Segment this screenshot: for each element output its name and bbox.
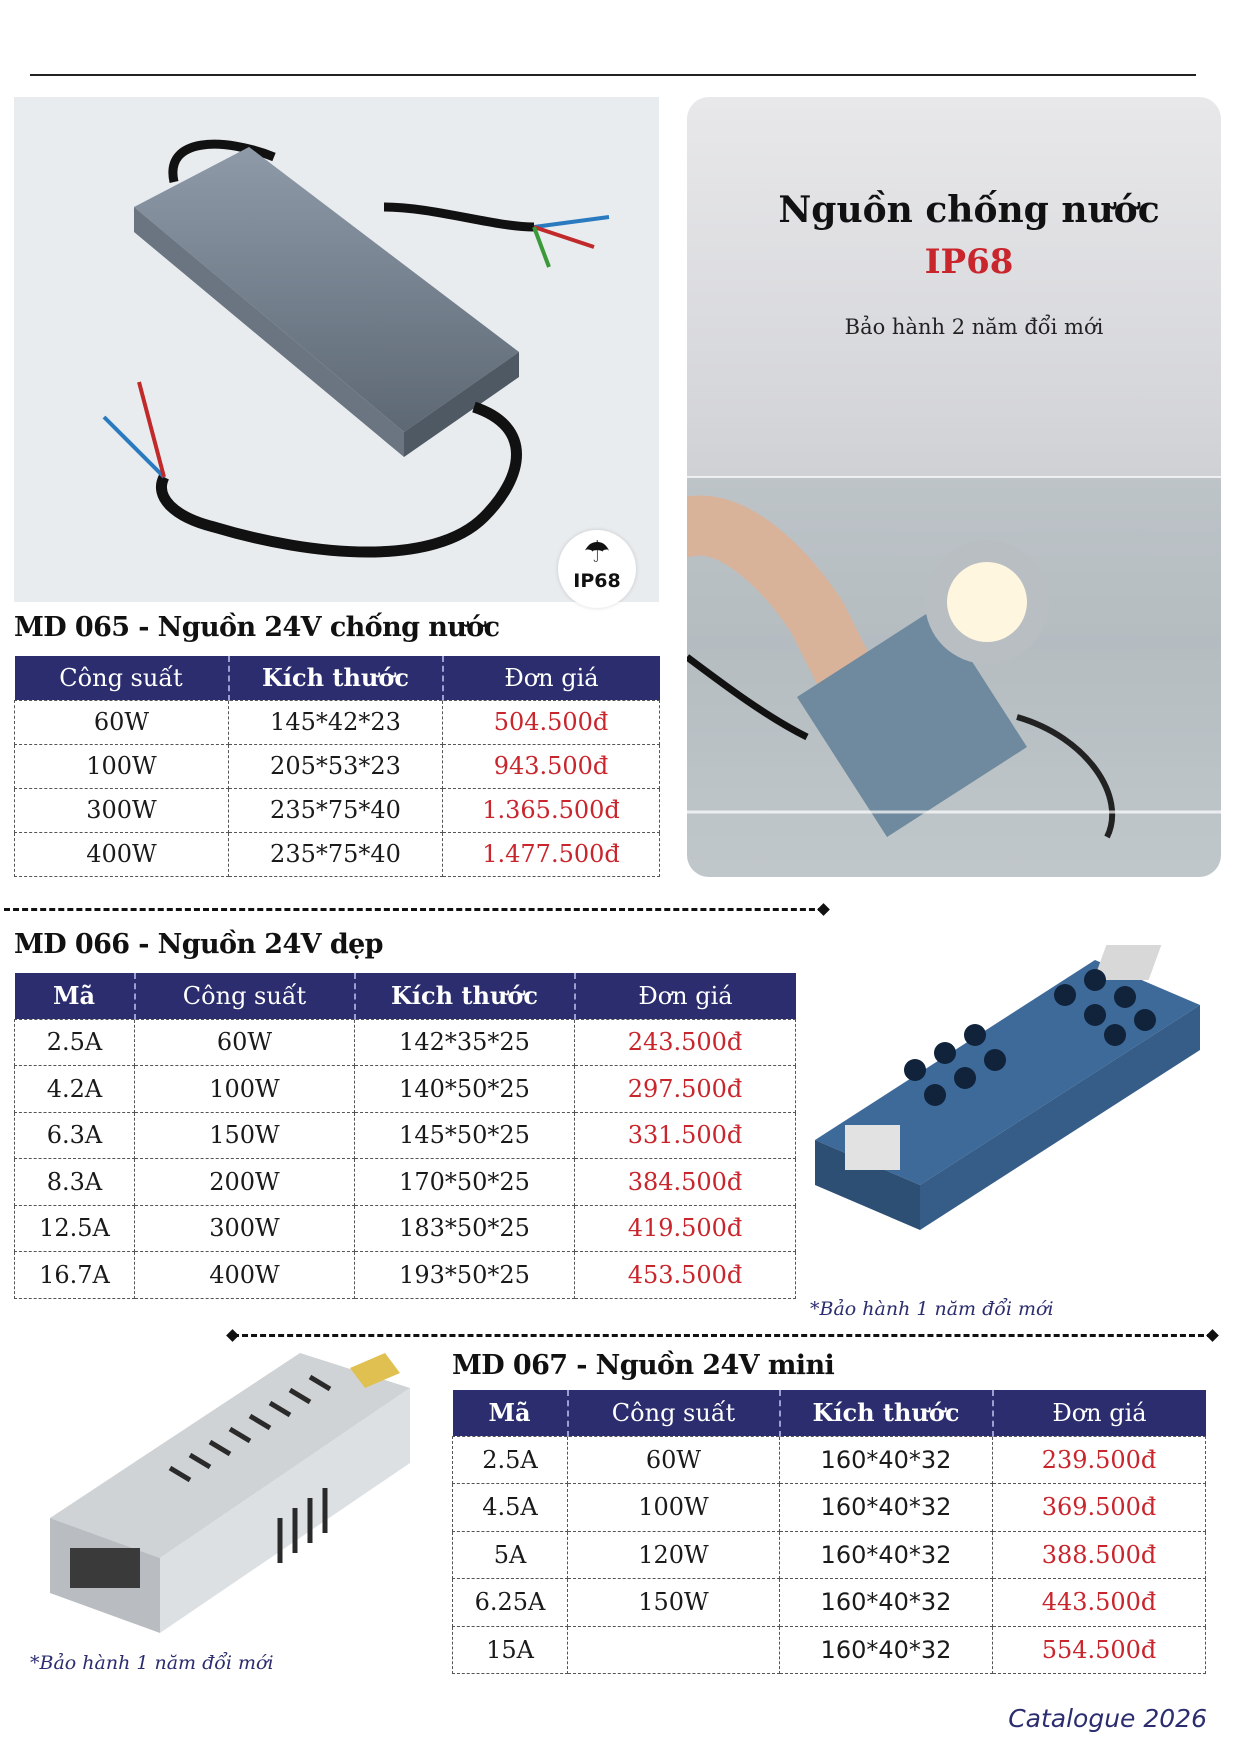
md065-price: 943.500đ (443, 744, 660, 788)
table-row (15, 1112, 796, 1159)
md067-cell: 5A (453, 1531, 568, 1579)
md065-cell: 235*75*40 (229, 788, 443, 832)
table-row (15, 1252, 796, 1299)
md066-header-price: Đơn giá (575, 973, 796, 1019)
md065-product-photo (14, 97, 659, 602)
md067-header-price: Đơn giá (993, 1390, 1206, 1436)
md066-cell: 300W (135, 1205, 355, 1252)
md066-header-power: Công suất (135, 973, 355, 1019)
table-row (453, 1436, 1206, 1484)
md067-cell: 160*40*32 (780, 1531, 993, 1579)
md067-product-photo (40, 1348, 420, 1638)
md066-header-code: Mã (15, 973, 135, 1019)
md067-price: 443.500đ (993, 1579, 1206, 1627)
md067-price: 554.500đ (993, 1626, 1206, 1674)
md067-header-power: Công suất (568, 1390, 780, 1436)
md066-warranty-note: *Bảo hành 1 năm đổi mới (810, 1298, 1054, 1320)
table-row (15, 788, 660, 832)
md067-cell: 15A (453, 1626, 568, 1674)
md065-header-size: Kích thước (229, 656, 443, 700)
md066-cell: 200W (135, 1159, 355, 1206)
ip68-badge (558, 530, 636, 608)
waterproof-promo-panel (687, 97, 1221, 877)
table-row (453, 1484, 1206, 1532)
md065-price: 1.365.500đ (443, 788, 660, 832)
md067-title: MD 067 - Nguồn 24V mini (452, 1350, 835, 1381)
table-row (15, 700, 660, 744)
md067-cell: 160*40*32 (780, 1484, 993, 1532)
md065-table (14, 656, 660, 877)
table-row (15, 1066, 796, 1113)
md065-price: 1.477.500đ (443, 832, 660, 876)
md066-price: 453.500đ (575, 1252, 796, 1299)
md067-cell (568, 1626, 780, 1674)
md066-cell: 140*50*25 (355, 1066, 575, 1113)
md067-price: 388.500đ (993, 1531, 1206, 1579)
table-row (15, 744, 660, 788)
md065-cell: 100W (15, 744, 229, 788)
md066-price: 297.500đ (575, 1066, 796, 1113)
md066-cell: 2.5A (15, 1019, 135, 1066)
md066-price: 243.500đ (575, 1019, 796, 1066)
promo-title: Nguồn chống nước (778, 189, 1160, 231)
divider-end-dot (1206, 1329, 1219, 1342)
md066-cell: 400W (135, 1252, 355, 1299)
table-row (453, 1531, 1206, 1579)
md065-price: 504.500đ (443, 700, 660, 744)
md065-header-power: Công suất (15, 656, 229, 700)
md066-cell: 145*50*25 (355, 1112, 575, 1159)
md066-price: 331.500đ (575, 1112, 796, 1159)
catalogue-footer: Catalogue 2026 (1008, 1704, 1207, 1733)
md067-warranty-note: *Bảo hành 1 năm đổi mới (30, 1652, 274, 1674)
md066-cell: 150W (135, 1112, 355, 1159)
table-row (453, 1626, 1206, 1674)
divider-end-dot (817, 903, 830, 916)
md065-header-price: Đơn giá (443, 656, 660, 700)
md067-cell: 120W (568, 1531, 780, 1579)
md065-cell: 235*75*40 (229, 832, 443, 876)
ip68-badge-label: IP68 (573, 570, 621, 592)
md066-price: 419.500đ (575, 1205, 796, 1252)
section-divider (233, 1334, 1213, 1337)
md067-cell: 150W (568, 1579, 780, 1627)
md067-cell: 160*40*32 (780, 1579, 993, 1627)
table-row (15, 1159, 796, 1206)
umbrella-icon: ☂ (583, 535, 611, 570)
md066-cell: 60W (135, 1019, 355, 1066)
md067-price: 369.500đ (993, 1484, 1206, 1532)
md067-price: 239.500đ (993, 1436, 1206, 1484)
table-row (15, 1019, 796, 1066)
md067-cell: 6.25A (453, 1579, 568, 1627)
md065-cell: 60W (15, 700, 229, 744)
md066-cell: 6.3A (15, 1112, 135, 1159)
md067-cell: 160*40*32 (780, 1436, 993, 1484)
section-divider (4, 908, 824, 911)
md066-cell: 4.2A (15, 1066, 135, 1113)
md065-cell: 300W (15, 788, 229, 832)
md066-cell: 16.7A (15, 1252, 135, 1299)
md066-title: MD 066 - Nguồn 24V dẹp (14, 929, 383, 960)
md067-cell: 4.5A (453, 1484, 568, 1532)
md067-cell: 2.5A (453, 1436, 568, 1484)
md067-table (452, 1390, 1206, 1674)
table-row (453, 1579, 1206, 1627)
md066-price: 384.500đ (575, 1159, 796, 1206)
md066-cell: 8.3A (15, 1159, 135, 1206)
md065-cell: 205*53*23 (229, 744, 443, 788)
md067-header-size: Kích thước (780, 1390, 993, 1436)
md066-cell: 100W (135, 1066, 355, 1113)
md066-table (14, 973, 796, 1299)
md065-title: MD 065 - Nguồn 24V chống nước (14, 612, 500, 643)
promo-warranty: Bảo hành 2 năm đổi mới (844, 315, 1104, 339)
md066-cell: 170*50*25 (355, 1159, 575, 1206)
md066-header-size: Kích thước (355, 973, 575, 1019)
md066-cell: 193*50*25 (355, 1252, 575, 1299)
md067-cell: 60W (568, 1436, 780, 1484)
table-row (15, 832, 660, 876)
md066-cell: 183*50*25 (355, 1205, 575, 1252)
md066-product-photo (795, 935, 1215, 1235)
promo-ip-rating: IP68 (924, 242, 1014, 282)
md066-cell: 142*35*25 (355, 1019, 575, 1066)
md065-cell: 145*42*23 (229, 700, 443, 744)
md065-cell: 400W (15, 832, 229, 876)
md067-cell: 100W (568, 1484, 780, 1532)
top-rule (30, 74, 1196, 76)
md067-cell: 160*40*32 (780, 1626, 993, 1674)
md066-cell: 12.5A (15, 1205, 135, 1252)
md067-header-code: Mã (453, 1390, 568, 1436)
table-row (15, 1205, 796, 1252)
